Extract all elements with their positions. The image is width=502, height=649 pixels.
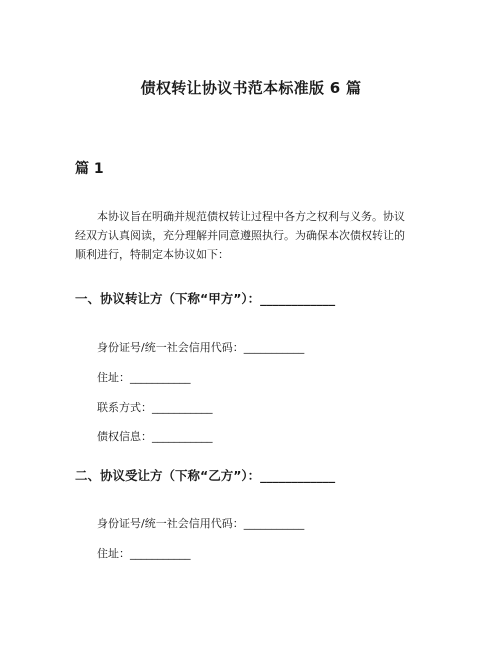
party-a-address-field: 住址：___________ xyxy=(97,371,191,384)
intro-line: 经双方认真阅读，充分理解并同意遵照执行。为确保本次债权转让的 xyxy=(75,229,405,242)
section-heading: 篇 1 xyxy=(75,161,104,177)
party-a-contact-field: 联系方式：___________ xyxy=(97,401,213,414)
intro-line: 本协议旨在明确并规范债权转让过程中各方之权利与义务。协议 xyxy=(97,210,405,223)
party-b-id-field: 身份证号/统一社会信用代码：___________ xyxy=(97,517,305,530)
party-b-address-field: 住址：___________ xyxy=(97,547,191,560)
party-a-heading: 一、协议转让方（下称“甲方”）：____________ xyxy=(75,291,336,306)
party-a-id-field: 身份证号/统一社会信用代码：___________ xyxy=(97,341,305,354)
intro-line: 顺利进行，特制定本协议如下： xyxy=(75,248,229,261)
party-a-claim-info-field: 债权信息：___________ xyxy=(97,430,213,443)
document-title: 债权转让协议书范本标准版 6 篇 xyxy=(140,79,362,97)
intro-paragraph xyxy=(75,207,433,264)
party-b-heading: 二、协议受让方（下称“乙方”）：____________ xyxy=(75,468,336,483)
